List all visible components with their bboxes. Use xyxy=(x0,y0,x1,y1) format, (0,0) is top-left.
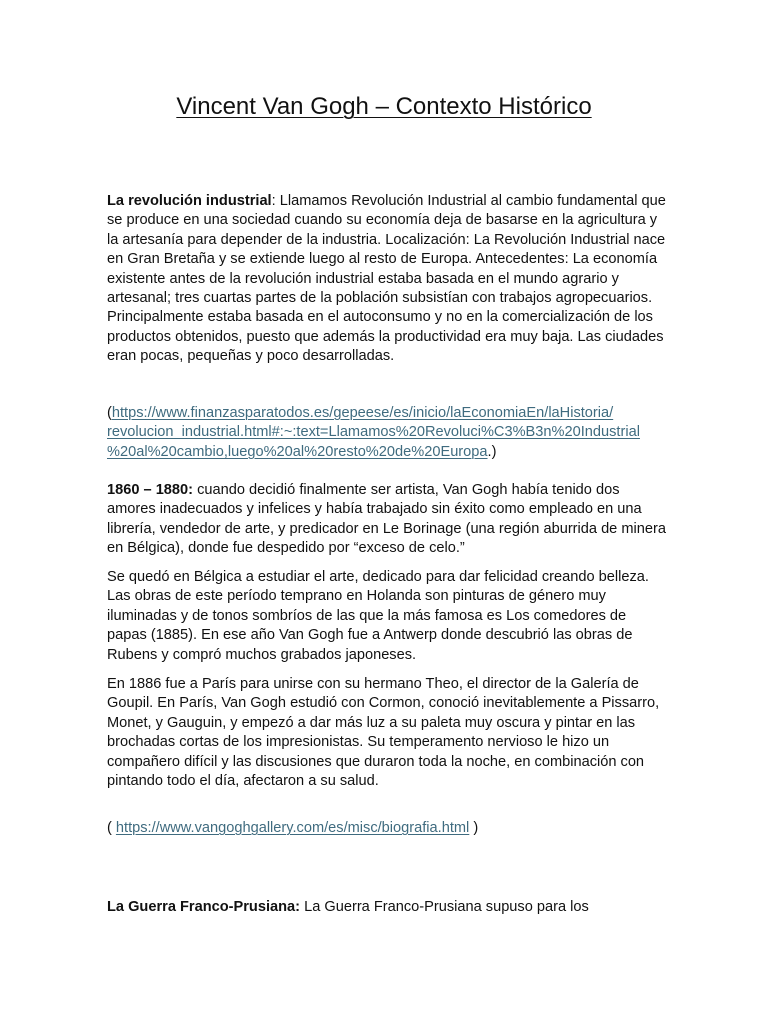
paragraph-belgica: Se quedó en Bélgica a estudiar el arte, dedicado para dar felicidad creando belleza. Las obras de este período temprano en Holanda son pinturas de género muy iluminadas y de tonos sombríos de las que la más famosa es Los comedores de papas (1885). En ese año Van Gogh fue a Antwerp donde descubrió las obras de Rubens y compró muchos grabados japoneses. xyxy=(107,569,649,663)
paragraph-franco-prussian-war xyxy=(107,898,667,917)
citation-close-paren-2: ) xyxy=(469,820,479,836)
citation-close-paren: .) xyxy=(487,443,497,460)
paragraph-1860-1880 xyxy=(107,481,667,559)
link-line-2: revolucion_industrial.html#:~:text=Llamamos%20Revoluci%C3%B3n%20Industrial xyxy=(107,424,640,441)
link-line-1: https://www.finanzasparatodos.es/gepeese/es/inicio/laEconomiaEn/laHistoria/ xyxy=(111,405,614,421)
industrial-revolution-body: : Llamamos Revolución Industrial al cambio fundamental que se produce en una sociedad cuando su economía deja de basarse en la agricultura y la artesanía para depender de la industria. Localización: La Revolución Industrial nace en Gran Bretaña y se extiende luego al resto de Europa. Antecedentes: La economía existente antes de la revolución industrial estaba basada en el mundo agrario y artesanal; tres cuartas partes de la población subsistían con trabajos agropecuarios. Principalmente estaba basada en el autoconsumo y no en la comercialización de los productos obtenidos, puesto que además la productividad era muy baja. Las ciudades eran pocas, pequeñas y poco desarrolladas. xyxy=(107,193,666,365)
paragraph-paris: En 1886 fue a París para unirse con su hermano Theo, el director de la Galería de Goupil. En París, Van Gogh estudió con Cormon, conoció inevitablemente a Pissarro, Monet, y Gauguin, y empezó a dar más luz a su paleta muy oscura y pintar en las brochadas cortas de los impresionistas. Su temperamento nervioso le hizo un compañero difícil y las discusiones que duraron toda la noche, en combinación con pintando todo el día, afectaron a su salud. xyxy=(107,676,660,790)
link-line-3: %20al%20cambio,luego%20al%20resto%20de%20Europa xyxy=(107,443,488,460)
vangoghgallery-source-link[interactable]: https://www.vangoghgallery.com/es/misc/biografia.html xyxy=(115,820,470,836)
paragraph-industrial-revolution xyxy=(107,192,667,367)
citation-open-paren: ( xyxy=(107,405,112,421)
source-citation-2 xyxy=(107,819,667,838)
franco-prussian-war-body: La Guerra Franco-Prusiana supuso para los xyxy=(300,899,589,915)
franco-prussian-war-heading: La Guerra Franco-Prusiana: xyxy=(107,899,301,915)
source-citation-1 xyxy=(107,404,667,462)
period-heading-1860-1880: 1860 – 1880: xyxy=(107,482,194,498)
finanzas-source-link[interactable] xyxy=(107,405,640,460)
period-body-1860-1880: cuando decidió finalmente ser artista, Van Gogh había tenido dos amores inadecuados y infelices y había trabajado sin éxito como empleado en una librería, vendedor de arte, y predicador en Le Borinage (una región aburrida de minera en Bélgica), donde fue despedido por “exceso de celo.” xyxy=(107,482,666,557)
industrial-revolution-heading: La revolución industrial xyxy=(107,193,272,209)
citation-open-paren-2: ( xyxy=(107,820,116,836)
document-title: Vincent Van Gogh – Contexto Histórico xyxy=(176,93,592,120)
